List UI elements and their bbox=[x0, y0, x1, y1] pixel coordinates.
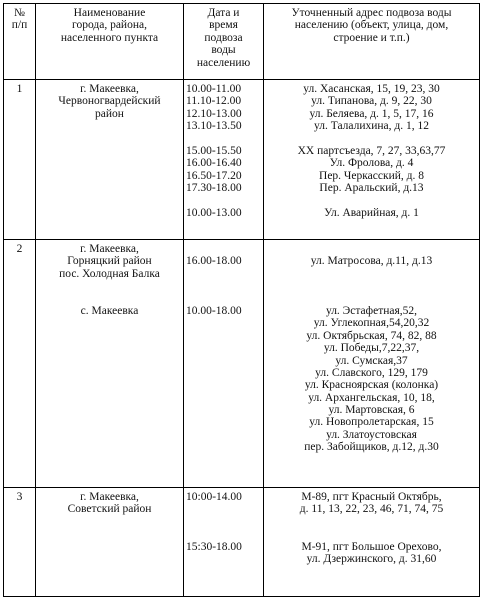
time-line: 13.10-13.50 bbox=[186, 120, 242, 133]
time-line bbox=[186, 195, 263, 207]
header-time-line: населению bbox=[196, 56, 251, 69]
address-cell bbox=[264, 80, 480, 240]
header-time bbox=[184, 4, 264, 80]
table-body bbox=[4, 80, 480, 597]
address-line: ул. Типанова, д. 9, 22, 30 bbox=[311, 95, 432, 108]
address-line bbox=[264, 516, 479, 528]
row-number-cell bbox=[4, 488, 36, 597]
place-line: пос. Холодная Балка bbox=[59, 267, 160, 280]
time-line: 16.00-18.00 bbox=[186, 255, 242, 268]
place-cell bbox=[36, 488, 184, 597]
time-line bbox=[186, 268, 263, 280]
time-line: 15.00-15.50 bbox=[186, 144, 242, 157]
address-line: Пер. Аральский, д.13 bbox=[319, 182, 424, 195]
address-line bbox=[264, 133, 479, 145]
place-line: г. Макеевка, bbox=[80, 491, 139, 503]
header-time-line: время bbox=[209, 19, 238, 32]
address-line bbox=[264, 528, 479, 540]
address-cell bbox=[264, 488, 480, 597]
time-cell bbox=[184, 240, 264, 488]
time-line: 16.50-17.20 bbox=[186, 169, 242, 182]
header-time-line: Дата и bbox=[207, 7, 240, 19]
address-line: ул. Талалихина, д. 1, 12 bbox=[313, 120, 430, 133]
time-line bbox=[186, 503, 263, 515]
address-line: ХХ партсъезда, 7, 27, 33,63,77 bbox=[297, 144, 446, 157]
address-line: ул. Новопролетарская, 15 bbox=[309, 416, 434, 429]
time-line bbox=[186, 280, 263, 292]
row-number-cell bbox=[4, 240, 36, 488]
time-cell bbox=[184, 80, 264, 240]
address-line: ул. Златоустовская bbox=[326, 428, 417, 441]
address-line: ул. Архангельская, 10, 18, bbox=[308, 391, 435, 404]
address-line: ул. Мартовская, 6 bbox=[328, 404, 415, 417]
address-line: ул. Славского, 129, 179 bbox=[315, 366, 428, 379]
header-name-line: города, района, bbox=[72, 19, 147, 32]
header-time-line: подвоза bbox=[204, 31, 243, 44]
time-line: 11.10-12.00 bbox=[186, 95, 242, 108]
header-num-line: № bbox=[14, 7, 25, 19]
time-cell bbox=[184, 488, 264, 597]
address-line bbox=[264, 243, 479, 255]
header-name-line: населенного пункта bbox=[60, 31, 159, 44]
header-address bbox=[264, 4, 480, 80]
time-line bbox=[186, 528, 263, 540]
place-line: г. Макеевка, bbox=[80, 243, 139, 255]
address-line: ул. Хасанская, 15, 19, 23, 30 bbox=[303, 83, 440, 95]
place-line: Горняцкий район bbox=[67, 255, 152, 268]
address-line bbox=[264, 195, 479, 207]
address-line: ул. Сумская,37 bbox=[335, 354, 408, 367]
table-row bbox=[4, 240, 480, 488]
header-time-line: воды bbox=[211, 44, 236, 57]
address-line: Пер. Черкасский, д. 8 bbox=[319, 169, 424, 182]
address-line: М-89, пгт Красный Октябрь, bbox=[301, 491, 442, 503]
table-header-row bbox=[4, 4, 480, 80]
address-line: ул. Углекопная,54,20,32 bbox=[313, 317, 430, 330]
row-number: 2 bbox=[16, 243, 23, 255]
time-line: 10.00-11.00 bbox=[186, 83, 242, 95]
time-line: 10:00-14.00 bbox=[186, 491, 242, 503]
row-number: 1 bbox=[16, 83, 23, 95]
address-line: пер. Забойщиков, д.12, д.30 bbox=[304, 441, 439, 454]
header-num bbox=[4, 4, 36, 80]
address-line bbox=[264, 268, 479, 280]
address-line: ул. Эстафетная,52, bbox=[325, 304, 418, 317]
water-delivery-table bbox=[3, 3, 480, 597]
place-cell bbox=[36, 80, 184, 240]
header-address-line: Уточненный адрес подвоза воды bbox=[291, 7, 452, 19]
time-line bbox=[186, 133, 263, 145]
time-line bbox=[186, 243, 263, 255]
address-line: д. 11, 13, 22, 23, 46, 71, 74, 75 bbox=[299, 503, 444, 516]
place-cell bbox=[36, 240, 184, 488]
address-line: ул. Октябрьская, 74, 82, 88 bbox=[306, 329, 437, 342]
time-line: 12.10-13.00 bbox=[186, 107, 242, 120]
header-name bbox=[36, 4, 184, 80]
time-line: 17.30-18.00 bbox=[186, 182, 242, 195]
time-line: 15:30-18.00 bbox=[186, 540, 242, 553]
row-number: 3 bbox=[16, 491, 23, 503]
address-line: Ул. Фролова, д. 4 bbox=[329, 157, 414, 170]
table-row bbox=[4, 80, 480, 240]
time-line: 16.00-16.40 bbox=[186, 157, 242, 170]
header-address-line: населению (объект, улица, дом, bbox=[294, 19, 449, 32]
address-line: ул. Беляева, д. 1, 5, 17, 16 bbox=[309, 107, 434, 120]
place-line bbox=[36, 280, 183, 292]
row-number-cell bbox=[4, 80, 36, 240]
address-line: ул. Дзержинского, д. 31,60 bbox=[306, 552, 437, 565]
table-row bbox=[4, 488, 480, 597]
header-name-line: Наименование bbox=[73, 7, 146, 19]
address-line: М-91, пгт Большое Орехово, bbox=[301, 540, 442, 553]
place-line: с. Макеевка bbox=[80, 304, 139, 317]
address-line: ул. Матросова, д.11, д.13 bbox=[310, 255, 433, 268]
address-line bbox=[264, 293, 479, 305]
time-line: 10.00-18.00 bbox=[186, 304, 242, 317]
header-num-line: п/п bbox=[11, 19, 28, 32]
time-line: 10.00-13.00 bbox=[186, 206, 242, 219]
header-address-line: строение и т.п.) bbox=[333, 31, 410, 44]
address-line: Ул. Аварийная, д. 1 bbox=[324, 206, 419, 219]
place-line: Советский район bbox=[67, 503, 152, 516]
place-line: Червоногвардейский bbox=[58, 95, 161, 108]
address-cell bbox=[264, 240, 480, 488]
place-line bbox=[36, 293, 183, 305]
address-line: ул. Красноярская (колонка) bbox=[304, 379, 439, 392]
time-line bbox=[186, 293, 263, 305]
address-line: ул. Победы,7,22,37, bbox=[323, 342, 420, 355]
address-line bbox=[264, 280, 479, 292]
time-line bbox=[186, 516, 263, 528]
place-line: г. Макеевка, bbox=[80, 83, 139, 95]
place-line: район bbox=[95, 107, 124, 120]
